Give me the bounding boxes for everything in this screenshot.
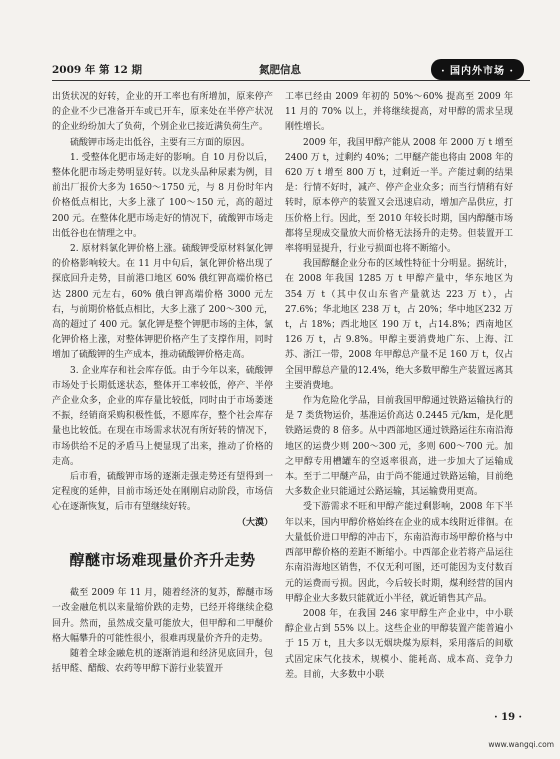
paragraph: 2008 年，在我国 246 家甲醇生产企业中，中小联醇企业占到 55% 以上。这些企业的甲醇装置产能普遍小于 15 万 t，且大多以无烟块煤为原料，采用落后的间歇式固定床气化技术，规模小、能耗高、成本高、竞争力差。目前，大多数中小联 [285, 608, 513, 680]
paragraph: 3. 企业库存和社会库存低。由于今年以来，硫酸钾市场处于长期低迷状态，整体开工率较低，停产、半停产企业众多，企业的库存量比较低，同时由于市场萎迷不振，经销商采购积极性低，不愿库存，整个社会库存量也比较低。在现在市场需求状况有所好转的情况下，市场供给不足的矛盾马上便显现了出来，推动了价格的走高。 [52, 365, 273, 467]
running-header [30, 58, 530, 80]
issue-label: 2009 年 第 12 期 [52, 64, 142, 76]
journal-name: 氮肥信息 [259, 64, 301, 76]
paragraph: 作为危险化学品，目前我国甲醇通过铁路运输执行的是 7 类货物运价，基准运价高达 0.2445 元/km，是化肥铁路运费的 8 倍多。从中西部地区通过铁路运往东南沿海地区的运费少则 200～300 元，多则 600～700 元。加之甲醇专用槽罐车的空返率很高，进一步加大了运输成本。至于二甲醚产品，由于尚不能通过铁路运输，目前绝大多数企业只能通过公路运输，其运输费用更高。 [285, 396, 513, 498]
right-column [285, 90, 513, 730]
author-signature: （大漠） [236, 517, 273, 528]
paragraph: 2. 原材料氯化钾价格上涨。硫酸钾受原材料氯化钾的价格影响较大。在 11 月中旬后，氯化钾价格出现了探底回升走势，目前港口地区 60% 俄红钾高端价格已达 2800 元左右，60% 俄白钾高端价格 3000 元左右，与前期价格低点相比，大多上涨了 200～300 元，高的超过了 400 元。氯化钾是整个钾肥市场的主体，氯化钾价格上涨，对整体钾肥价格产生了支撑作用，同时增加了硫酸钾的生产成本，推动硫酸钾价格走高。 [52, 244, 273, 361]
left-column [52, 90, 273, 730]
paragraph: 硫酸钾市场走出低谷，主要有三方面的原因。 [70, 137, 251, 148]
paragraph: 1. 受整体化肥市场走好的影响。自 10 月份以后，整体化肥市场走势明显好转。以龙头品种尿素为例，目前出厂报价大多为 1650～1750 元，与 8 月份时年内价格低点相比，大多上涨了 100～150 元，高的超过 200 元。在整体化肥市场走好的情况下，硫酸钾市场走出低谷也在情理之中。 [52, 152, 273, 239]
paragraph: 随着全球金融危机的逐渐消退和经济见底回升，包括甲醛、醋酸、农药等甲醇下游行业装置开 [52, 648, 273, 675]
page-number: · 19 · [494, 712, 522, 723]
paragraph: 出货状况的好转，企业的开工率也有所增加，原来停产的企业不少已准备开车或已开车，原来处在半停产状况的企业纷纷加大了负荷，个别企业已接近满负荷生产。 [52, 92, 273, 133]
paragraph: 受下游需求不旺和甲醇产能过剩影响，2008 年下半年以来，国内甲醇价格始终在企业的成本线附近徘徊。在大量低价进口甲醇的冲击下，东南沿海市场甲醇价格与中西部甲醇价格的差距不断缩小。中西部企业若将产品运往东南沿海地区销售，不仅无利可图，还可能因为支付数百元的运费而亏损。因此，今后较长时期，煤利经营的国内甲醇企业大多数只能就近小半径，就近销售其产品。 [285, 502, 513, 604]
paragraph: 后市看，硫酸钾市场的逐渐走强走势还有望得到一定程度的延伸，目前市场还处在刚刚启动阶段，市场信心在逐渐恢复，后市有望继续好转。 [52, 472, 273, 513]
section-badge: · 国内外市场 · [431, 59, 524, 80]
header-rule [52, 80, 530, 81]
paragraph: 截至 2009 年 11 月，随着经济的复苏，醇醚市场一改金融危机以来量缩价跌的走势，已经开将继续企稳回升。然而，虽然成交量可能放大，但甲醇和二甲醚价格大幅攀升的可能性很小，很难再现量价齐升的走势。 [52, 588, 273, 644]
paragraph: 2009 年，我国甲醇产能从 2008 年 2000 万 t 增至 2400 万 t，过剩约 40%；二甲醚产能也将由 2008 年的 620 万 t 增至 800 万 t，过剩近一半。产能过剩的结果是：行情不好时，减产、停产企业众多；而当行情稍有好转时，原本停产的装置又会迅速启动，增加产品供应，打压价格上行。因此，至 2010 年较长时期，国内醇醚市场都将呈现成交量放大而价格无法扬升的走势。但装置开工率将明显提升，行业亏损面也将不断缩小。 [285, 137, 513, 255]
footer-url: www.wangqi.com [488, 740, 554, 749]
paragraph: 我国醇醚企业分布的区域性特征十分明显。据统计，在 2008 年我国 1285 万 t 甲醇产量中，华东地区为 354 万 t（其中仅山东省产量就达 223 万 t），占 27.6%；华北地区 238 万 t，占 20%；华中地区232 万 t，占 18%；西北地区 190 万 t，占14.8%；西南地区 126 万 t，占 9.8%。甲醇主要消费地广东、上海、江苏、浙江一带，2008 年甲醇总产量不足 160 万 t，仅占全国甲醇总产量的12.4%，绝大多数甲醇生产装置远离其主要消费地。 [285, 259, 513, 391]
paragraph: 工率已经由 2009 年初的 50%～60% 提高至 2009 年 11 月的 70% 以上，并将继续提高，对甲醇的需求呈现刚性增长。 [285, 92, 513, 133]
article-title: 醇醚市场难现量价齐升走势 [69, 550, 256, 569]
